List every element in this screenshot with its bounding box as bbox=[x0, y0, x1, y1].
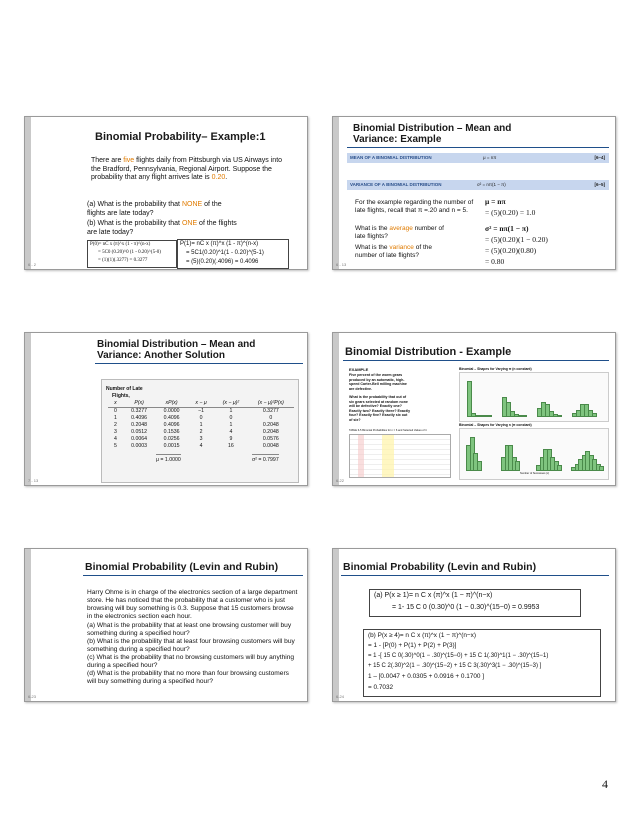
mu-total: μ = 1.0000 bbox=[156, 454, 181, 465]
title-underline bbox=[95, 363, 303, 364]
cell: 5 bbox=[113, 443, 117, 449]
cell: 16 bbox=[228, 443, 234, 449]
slide-levin-rubin-problem bbox=[24, 548, 308, 702]
col-x-mu: x − μ bbox=[195, 400, 207, 406]
slide-title-line1: Binomial Distribution – Mean and bbox=[97, 339, 256, 350]
slide-side-bar bbox=[25, 333, 31, 485]
variance-question: What is the variance of the number of late flights? bbox=[355, 244, 432, 259]
cell: 2 bbox=[113, 422, 117, 428]
col-x-mu-sq-px: (x − μ)²P(x) bbox=[257, 400, 284, 406]
cell: 1 bbox=[199, 422, 203, 428]
chart-varying-pi bbox=[459, 372, 609, 422]
example-question: What is the probability that out of six gears selected at random none will be defective? Exactly one? Exactly two? Exactly three? Exactly four? Exactly five? Exactly six out of six? bbox=[349, 395, 411, 422]
chart1-bar bbox=[487, 415, 492, 418]
cell: 0 bbox=[229, 415, 233, 421]
slide-code: 6-24 bbox=[336, 694, 345, 699]
cell: 1 bbox=[113, 415, 117, 421]
slide-code: 6-22 bbox=[336, 478, 345, 483]
distribution-table-box bbox=[101, 379, 299, 483]
chart1-bar bbox=[557, 415, 562, 418]
question-b: (b) What is the probability that ONE of the flights are late today? bbox=[87, 220, 237, 236]
distribution-table bbox=[108, 400, 294, 450]
slide-title-line1: Binomial Distribution – Mean and bbox=[353, 123, 512, 134]
title-underline bbox=[83, 575, 303, 576]
cell: 2 bbox=[199, 429, 203, 435]
slide-title: Binomial Probability (Levin and Rubin) bbox=[85, 561, 279, 573]
cell: 1 bbox=[229, 408, 233, 414]
slide-code: 6-23 bbox=[28, 694, 37, 699]
formula-left-line1: P(0)= nC x (π)^x (1 - π)^(n-x) bbox=[90, 242, 151, 247]
table-row bbox=[108, 415, 294, 422]
slide-title-line2: Variance: Another Solution bbox=[97, 350, 225, 361]
binomial-table-image bbox=[349, 434, 451, 478]
cell: 3 bbox=[113, 429, 117, 435]
cell: 0.4096 bbox=[131, 415, 148, 421]
col-px: P(x) bbox=[134, 400, 144, 406]
cell: 0.0512 bbox=[131, 429, 148, 435]
formula-left-line2: = 5C0 (0.20)^0 (1 - 0.20)^(5-0) bbox=[98, 250, 161, 255]
slide-side-bar bbox=[25, 117, 31, 269]
example-text: Five percent of the worm gears produced by an automatic, high-speed Carter-Bell milling machine are defective. bbox=[349, 373, 407, 391]
formula-left-line3: = (1)(1)(.3277) = 0.3277 bbox=[98, 258, 148, 263]
cell: 0.4096 bbox=[163, 422, 180, 428]
cell: 1 bbox=[229, 422, 233, 428]
cell: 0.2048 bbox=[131, 422, 148, 428]
formula-right-line2: = 5C1(0.20)^1(1 - 0.20)^(5-1) bbox=[186, 250, 264, 256]
slide-title: Binomial Probability– Example:1 bbox=[95, 131, 266, 143]
cell: 0.0015 bbox=[163, 443, 180, 449]
chart2-bar bbox=[515, 461, 520, 471]
eq-variance-step1: = (5)(0.20)(1 − 0.20) bbox=[485, 235, 548, 244]
slide-side-bar bbox=[333, 549, 339, 701]
slide-levin-rubin-solution bbox=[332, 548, 616, 702]
average-question: What is the average number of late flights? bbox=[355, 225, 444, 240]
slide-binomial-distribution-example bbox=[332, 332, 616, 486]
solution-b-box bbox=[363, 629, 601, 697]
chart-varying-n bbox=[459, 428, 609, 480]
question-b: (b) What is the probability that at least four browsing customers will buy something during a specified hour? bbox=[87, 638, 295, 653]
table-row bbox=[108, 436, 294, 443]
question-a: (a) What is the probability that at least one browsing customer will buy something during a specified hour? bbox=[87, 622, 292, 637]
question-a: (a) What is the probability that NONE of the flights are late today? bbox=[87, 201, 222, 217]
cell: 0 bbox=[269, 415, 273, 421]
solution-b-line4: + 15 C 2(.30)^2(1 − .30)^(15−2) + 15 C 3(.30)^3(1 − .30)^(15−3) ] bbox=[368, 663, 542, 669]
solution-b-line5: 1 – [0.0047 + 0.0305 + 0.0916 + 0.1700 ] bbox=[368, 673, 485, 680]
mean-formula-strip: MEAN OF A BINOMIAL DISTRIBUTION μ = nπ [6–4] bbox=[347, 153, 609, 163]
cell: 0.2048 bbox=[262, 429, 279, 435]
solution-a-line2: = 1- 15 C 0 (0.30)^0 (1 − 0.30)^(15−0) = 0.9953 bbox=[392, 604, 540, 611]
chart2-bars bbox=[464, 433, 604, 471]
slide-title: Binomial Probability (Levin and Rubin) bbox=[343, 561, 537, 573]
table-head-line2: Flights, bbox=[112, 393, 130, 399]
title-underline bbox=[343, 360, 609, 361]
cell: 0.4096 bbox=[163, 415, 180, 421]
slide-mean-variance-example bbox=[332, 116, 616, 270]
slide-code: 6 - 13 bbox=[336, 262, 347, 267]
solution-b-line2: = 1 - [P(0) + P(1) + P(2) + P(3)] bbox=[368, 642, 457, 649]
cell: 0 bbox=[113, 408, 117, 414]
cell: 0.0064 bbox=[131, 436, 148, 442]
recall-text: For the example regarding the number of late flights, recall that π =.20 and n = 5. bbox=[355, 199, 474, 214]
solution-b-line6: = 0.7032 bbox=[368, 684, 394, 691]
formula-right-line1: P(1)= nC x (π)^x (1 - π)^(n-x) bbox=[180, 241, 259, 247]
eq-mean: μ = nπ bbox=[485, 197, 506, 206]
table-caption: TABLE 6-5 Binomial Probabilities for n = 6 and Selected Values of π bbox=[349, 429, 428, 432]
chart2-bar bbox=[599, 466, 604, 471]
chart1-bar bbox=[467, 381, 472, 417]
eq-mean-value: = (5)(0.20) = 1.0 bbox=[485, 208, 536, 217]
slide-title: Binomial Distribution - Example bbox=[345, 346, 512, 358]
chart2-bar bbox=[557, 465, 562, 471]
col-xpx: xP(x) bbox=[165, 400, 178, 406]
slide-binomial-example-1 bbox=[24, 116, 308, 270]
col-x-mu-sq: (x − μ)² bbox=[222, 400, 240, 406]
formula-box-right bbox=[177, 239, 289, 269]
cell: 0.2048 bbox=[262, 422, 279, 428]
question-c: (c) What is the probability that no browsing customers will buy anything during a specified hour? bbox=[87, 654, 295, 669]
chart2-title: Binomial – Shapes for Varying n (π constant) bbox=[459, 423, 532, 427]
col-x: x bbox=[114, 400, 117, 406]
chart2-xlabel: Number of Successes (x) bbox=[520, 472, 550, 475]
title-underline bbox=[341, 575, 609, 576]
solution-a-line1: (a) P(x ≥ 1)= n C x (π)^x (1 − π)^(n−x) bbox=[374, 592, 493, 599]
highlight-row-label bbox=[358, 435, 364, 477]
cell: 4 bbox=[113, 436, 117, 442]
slide-side-bar bbox=[25, 549, 31, 701]
formula-box-left bbox=[87, 240, 177, 268]
slide-mean-variance-table bbox=[24, 332, 308, 486]
page-number: 4 bbox=[602, 777, 608, 791]
cell: 0 bbox=[199, 415, 203, 421]
cell: 0.1536 bbox=[163, 429, 180, 435]
cell: 0.0576 bbox=[262, 436, 279, 442]
variance-formula-strip: VARIANCE OF A BINOMIAL DISTRIBUTION σ² = nπ(1 − π) [6–5] bbox=[347, 180, 609, 190]
chart2-bar bbox=[477, 461, 482, 471]
example-label: EXAMPLE bbox=[349, 367, 369, 372]
cell: 4 bbox=[229, 429, 233, 435]
table-row bbox=[108, 429, 294, 436]
eq-variance-result: = 0.80 bbox=[485, 257, 505, 266]
formula-right-line3: = (5)(0.20)(.4096) = 0.4096 bbox=[186, 259, 259, 265]
table-head-line1: Number of Late bbox=[106, 386, 143, 392]
chart1-title: Binomial – Shapes for Varying π (n constant) bbox=[459, 367, 532, 371]
chart1-bars bbox=[464, 377, 604, 417]
eq-variance-step2: = (5)(0.20)(0.80) bbox=[485, 246, 537, 255]
solution-b-line1: (b) P(x ≥ 4)= n C x (π)^x (1 − π)^(n−x) bbox=[368, 632, 476, 639]
cell: 0.0003 bbox=[131, 443, 148, 449]
chart1-bar bbox=[592, 413, 597, 417]
table-row bbox=[108, 408, 294, 416]
slide-code: 7 - 13 bbox=[28, 478, 39, 483]
table-row bbox=[108, 443, 294, 450]
variance-total: σ² = 0.7997 bbox=[252, 454, 279, 465]
slide-side-bar bbox=[333, 333, 339, 485]
slide-code: 6 - 2 bbox=[28, 262, 37, 267]
table-header-row bbox=[108, 400, 294, 408]
intro-text: There are five flights daily from Pittsburgh via US Airways into the Bradford, Pennsylvania, Regional Airport. Suppose the probability that any flight arrives late is 0.20. bbox=[91, 157, 283, 182]
table-row bbox=[108, 422, 294, 429]
title-underline bbox=[347, 147, 609, 148]
cell: 0.3277 bbox=[262, 408, 279, 414]
problem-statement: Harry Ohme is in charge of the electronics section of a large department store. He has noticed that the probability that a customer who is just browsing will buy something is 0.3. Suppose that 15 customers browse in the electronics section each hour. bbox=[87, 589, 298, 620]
cell: 0.0048 bbox=[262, 443, 279, 449]
cell: 0.0256 bbox=[163, 436, 180, 442]
cell: −1 bbox=[198, 408, 204, 414]
cell: 9 bbox=[229, 436, 233, 442]
slide-title-line2: Variance: Example bbox=[353, 134, 442, 145]
question-d: (d) What is the probability that no more than four browsing customers will buy something during a specified hour? bbox=[87, 670, 289, 685]
solution-a-box bbox=[369, 589, 581, 617]
cell: 4 bbox=[199, 443, 203, 449]
cell: 0.0000 bbox=[163, 408, 180, 414]
eq-variance: σ² = nπ(1 − π) bbox=[485, 224, 529, 233]
chart1-bar bbox=[522, 415, 527, 418]
solution-b-line3: = 1 -[ 15 C 0(.30)^0(1 − .30)^(15−0) + 15 C 1(.30)^1(1 − .30)^(15−1) bbox=[368, 653, 549, 659]
highlight-column bbox=[382, 435, 394, 477]
slide-side-bar bbox=[333, 117, 339, 269]
cell: 3 bbox=[199, 436, 203, 442]
cell: 0.3277 bbox=[131, 408, 148, 414]
